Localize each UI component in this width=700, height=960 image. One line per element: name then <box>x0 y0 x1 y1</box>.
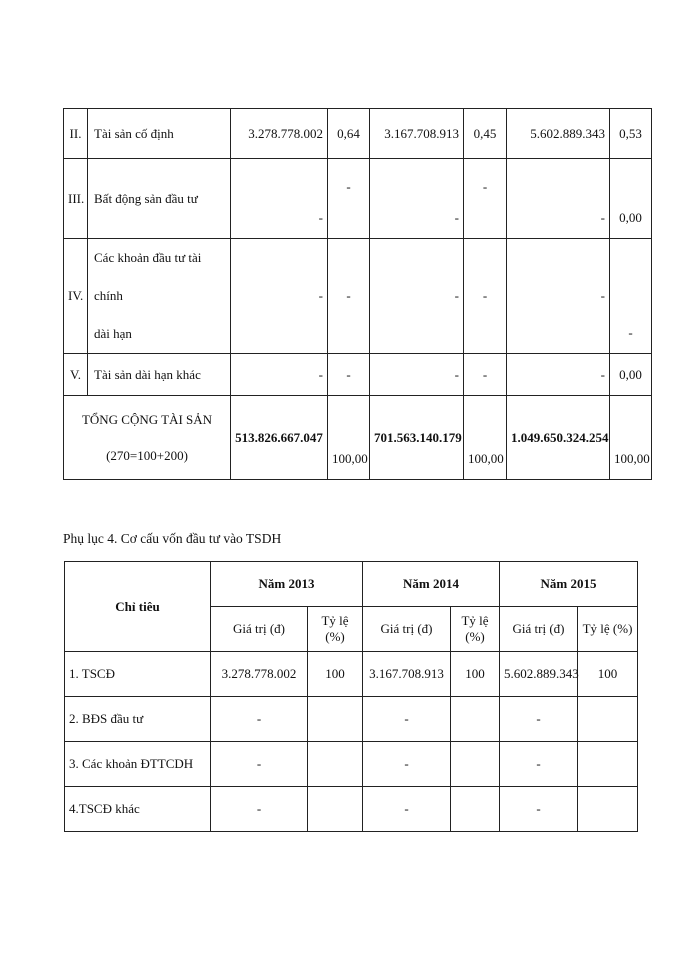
table-row <box>65 787 638 832</box>
row-number: V. <box>64 354 88 396</box>
value-2015: - <box>500 697 578 742</box>
ratio-2015: - <box>610 239 652 354</box>
value-header: Giá trị (đ) <box>211 607 308 652</box>
value-2015: - <box>507 239 610 354</box>
year-header: Năm 2014 <box>363 562 500 607</box>
ratio-2015 <box>578 742 638 787</box>
total-value-2014: 701.563.140.179 <box>370 396 464 480</box>
value-header: Giá trị (đ) <box>363 607 451 652</box>
ratio-2014: - <box>464 354 507 396</box>
value-2015: - <box>500 787 578 832</box>
value-2014: - <box>363 742 451 787</box>
total-value-2013: 513.826.667.047 <box>231 396 328 480</box>
row-label: 2. BĐS đầu tư <box>65 697 211 742</box>
table-row <box>64 239 652 354</box>
total-ratio-2015: 100,00 <box>610 396 652 480</box>
ratio-2014 <box>451 787 500 832</box>
table-row <box>65 742 638 787</box>
year-header: Năm 2013 <box>211 562 363 607</box>
value-2015: - <box>507 159 610 239</box>
table-row <box>64 159 652 239</box>
row-label: 3. Các khoản ĐTTCDH <box>65 742 211 787</box>
table-row <box>65 652 638 697</box>
value-2013: 3.278.778.002 <box>231 109 328 159</box>
total-label <box>64 396 231 480</box>
row-label: Bất động sản đầu tư <box>88 159 231 239</box>
header-row <box>65 562 638 607</box>
row-label-line: dài hạn <box>94 326 132 341</box>
value-2014: - <box>370 354 464 396</box>
value-2013: - <box>231 159 328 239</box>
value-2015: 5.602.889.343 <box>500 652 578 697</box>
value-2015: - <box>507 354 610 396</box>
total-label-line: (270=100+200) <box>106 447 188 463</box>
value-2014: - <box>370 239 464 354</box>
investment-structure-table <box>64 561 638 832</box>
value-2013: - <box>211 787 308 832</box>
ratio-2014 <box>451 742 500 787</box>
ratio-header: Tỷ lệ (%) <box>578 607 638 652</box>
ratio-2014: 0,45 <box>464 109 507 159</box>
table-row <box>65 697 638 742</box>
table-row <box>64 354 652 396</box>
ratio-2015: 100 <box>578 652 638 697</box>
value-2014: 3.167.708.913 <box>370 109 464 159</box>
balance-sheet-table <box>63 108 652 480</box>
row-number: III. <box>64 159 88 239</box>
value-2013: 3.278.778.002 <box>211 652 308 697</box>
row-label: 4.TSCĐ khác <box>65 787 211 832</box>
ratio-header: Tỷ lệ (%) <box>451 607 500 652</box>
ratio-2013: - <box>328 159 370 239</box>
ratio-2014: 100 <box>451 652 500 697</box>
value-2013: - <box>211 742 308 787</box>
total-row <box>64 396 652 480</box>
row-number: IV. <box>64 239 88 354</box>
year-header: Năm 2015 <box>500 562 638 607</box>
ratio-2013: - <box>328 354 370 396</box>
total-value-2015: 1.049.650.324.254 <box>507 396 610 480</box>
ratio-2014: - <box>464 239 507 354</box>
appendix-heading: Phụ lục 4. Cơ cấu vốn đầu tư vào TSDH <box>63 531 282 546</box>
ratio-2013 <box>308 697 363 742</box>
ratio-2013: 0,64 <box>328 109 370 159</box>
value-2015: - <box>500 742 578 787</box>
value-2013: - <box>211 697 308 742</box>
ratio-2013: 100 <box>308 652 363 697</box>
value-header: Giá trị (đ) <box>500 607 578 652</box>
total-ratio-2014: 100,00 <box>464 396 507 480</box>
ratio-2015: 0,53 <box>610 109 652 159</box>
ratio-2015: 0,00 <box>610 354 652 396</box>
ratio-2015: 0,00 <box>610 159 652 239</box>
row-label-line: Các khoản đầu tư tài chính <box>94 250 202 303</box>
indicator-header: Chỉ tiêu <box>65 562 211 652</box>
value-2013: - <box>231 354 328 396</box>
row-label: 1. TSCĐ <box>65 652 211 697</box>
ratio-2014 <box>451 697 500 742</box>
table-row <box>64 109 652 159</box>
row-label: Tài sản dài hạn khác <box>88 354 231 396</box>
total-ratio-2013: 100,00 <box>328 396 370 480</box>
row-label: Tài sản cố định <box>88 109 231 159</box>
row-number: II. <box>64 109 88 159</box>
ratio-2015 <box>578 787 638 832</box>
value-2014: - <box>363 787 451 832</box>
ratio-2014: - <box>464 159 507 239</box>
value-2014: - <box>363 697 451 742</box>
row-label <box>88 239 231 354</box>
value-2014: 3.167.708.913 <box>363 652 451 697</box>
value-2013: - <box>231 239 328 354</box>
ratio-2013 <box>308 787 363 832</box>
total-label-line: TỔNG CỘNG TÀI SẢN <box>81 411 213 427</box>
ratio-2013: - <box>328 239 370 354</box>
ratio-2013 <box>308 742 363 787</box>
ratio-header: Tỷ lệ (%) <box>308 607 363 652</box>
ratio-2015 <box>578 697 638 742</box>
value-2014: - <box>370 159 464 239</box>
value-2015: 5.602.889.343 <box>507 109 610 159</box>
